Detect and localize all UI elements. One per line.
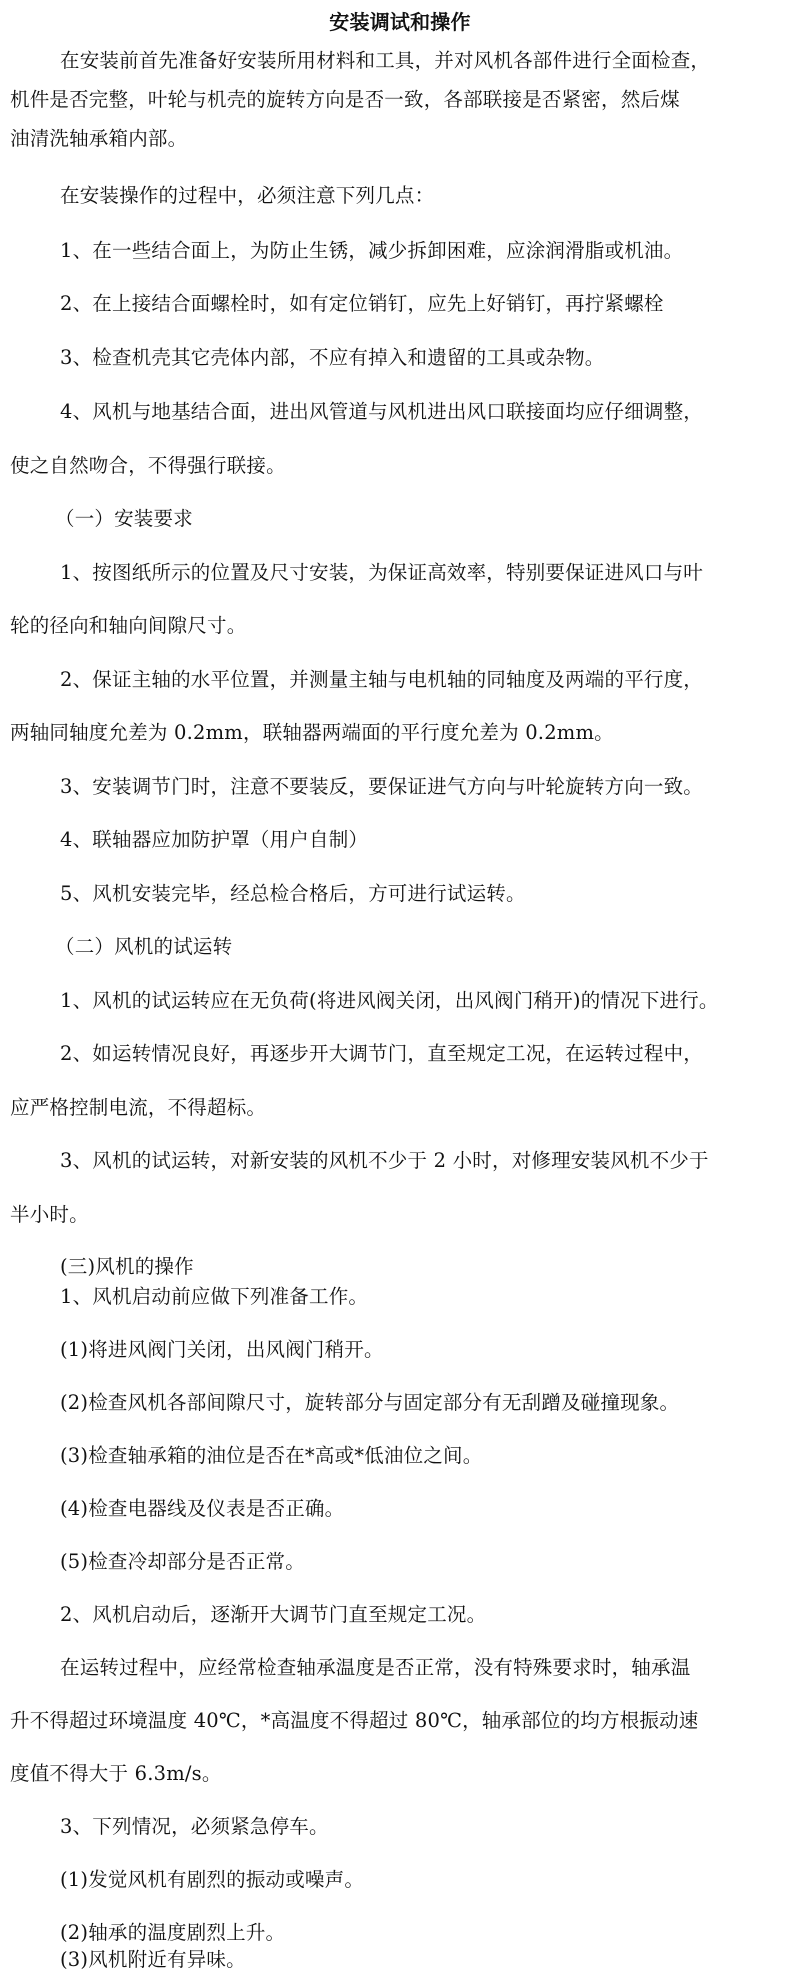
section-heading-operation: (三)风机的操作 xyxy=(60,1255,194,1278)
trial-item-1: 1、风机的试运转应在无负荷(将进风阀关闭，出风阀门稍开)的情况下进行。 xyxy=(60,989,719,1012)
trial-item-2-line-1: 2、如运转情况良好，再逐步开大调节门，直至规定工况，在运转过程中， xyxy=(60,1042,704,1065)
note-item-1: 1、在一些结合面上，为防止生锈，减少拆卸困难，应涂润滑脂或机油。 xyxy=(60,239,684,262)
stop-item-3: (3)风机附近有异味。 xyxy=(60,1948,246,1971)
operation-item-2: 2、风机启动后，逐渐开大调节门直至规定工况。 xyxy=(60,1603,487,1626)
install-item-1-line-2: 轮的径向和轴向间隙尺寸。 xyxy=(10,614,247,637)
prep-item-4: (4)检查电器线及仪表是否正确。 xyxy=(60,1497,345,1520)
install-item-3: 3、安装调节门时，注意不要装反，要保证进气方向与叶轮旋转方向一致。 xyxy=(60,775,704,798)
trial-item-2-line-2: 应严格控制电流，不得超标。 xyxy=(10,1096,267,1119)
prep-item-5: (5)检查冷却部分是否正常。 xyxy=(60,1550,305,1573)
note-item-4-line-2: 使之自然吻合，不得强行联接。 xyxy=(10,454,286,477)
running-paragraph-line-3: 度值不得大于 6.3m/s。 xyxy=(10,1762,222,1785)
note-item-3: 3、检查机壳其它壳体内部，不应有掉入和遗留的工具或杂物。 xyxy=(60,346,605,369)
note-item-4-line-1: 4、风机与地基结合面，进出风管道与风机进出风口联接面均应仔细调整， xyxy=(60,400,704,423)
stop-item-2: (2)轴承的温度剧烈上升。 xyxy=(60,1921,286,1944)
prep-item-1: (1)将进风阀门关闭，出风阀门稍开。 xyxy=(60,1338,384,1361)
intro-line-3: 油清洗轴承箱内部。 xyxy=(10,127,188,150)
stop-item-1: (1)发觉风机有剧烈的振动或噪声。 xyxy=(60,1868,365,1891)
section-heading-install-requirements: （一）安装要求 xyxy=(55,507,193,530)
prep-item-3: (3)检查轴承箱的油位是否在*高或*低油位之间。 xyxy=(60,1444,483,1467)
trial-item-3-line-1: 3、风机的试运转，对新安装的风机不少于 2 小时，对修理安装风机不少于 xyxy=(60,1149,709,1172)
intro-line-1: 在安装前首先准备好安装所用材料和工具，并对风机各部件进行全面检查， xyxy=(60,49,711,72)
operation-item-1: 1、风机启动前应做下列准备工作。 xyxy=(60,1285,369,1308)
document-title: 安装调试和操作 xyxy=(329,10,471,34)
intro-line-2: 机件是否完整，叶轮与机壳的旋转方向是否一致，各部联接是否紧密，然后煤 xyxy=(10,88,680,111)
prep-item-2: (2)检查风机各部间隙尺寸，旋转部分与固定部分有无刮蹭及碰撞现象。 xyxy=(60,1391,680,1414)
running-paragraph-line-1: 在运转过程中，应经常检查轴承温度是否正常，没有特殊要求时，轴承温 xyxy=(60,1656,691,1679)
install-item-2-line-1: 2、保证主轴的水平位置，并测量主轴与电机轴的同轴度及两端的平行度， xyxy=(60,668,704,691)
install-item-2-line-2: 两轴同轴度允差为 0.2mm，联轴器两端面的平行度允差为 0.2mm。 xyxy=(10,721,614,744)
install-item-5: 5、风机安装完毕，经总检合格后，方可进行试运转。 xyxy=(60,882,526,905)
operation-item-3: 3、下列情况，必须紧急停车。 xyxy=(60,1815,329,1838)
install-item-1-line-1: 1、按图纸所示的位置及尺寸安装，为保证高效率，特别要保证进风口与叶 xyxy=(60,561,704,584)
section-heading-trial-run: （二）风机的试运转 xyxy=(55,935,233,958)
running-paragraph-line-2: 升不得超过环境温度 40℃，*高温度不得超过 80℃，轴承部位的均方根振动速 xyxy=(10,1709,699,1732)
note-item-2: 2、在上接结合面螺栓时，如有定位销钉，应先上好销钉，再拧紧螺栓 xyxy=(60,292,664,315)
install-item-4: 4、联轴器应加防护罩（用户自制） xyxy=(60,828,369,851)
notes-heading: 在安装操作的过程中，必须注意下列几点： xyxy=(60,184,435,207)
trial-item-3-line-2: 半小时。 xyxy=(10,1203,89,1226)
